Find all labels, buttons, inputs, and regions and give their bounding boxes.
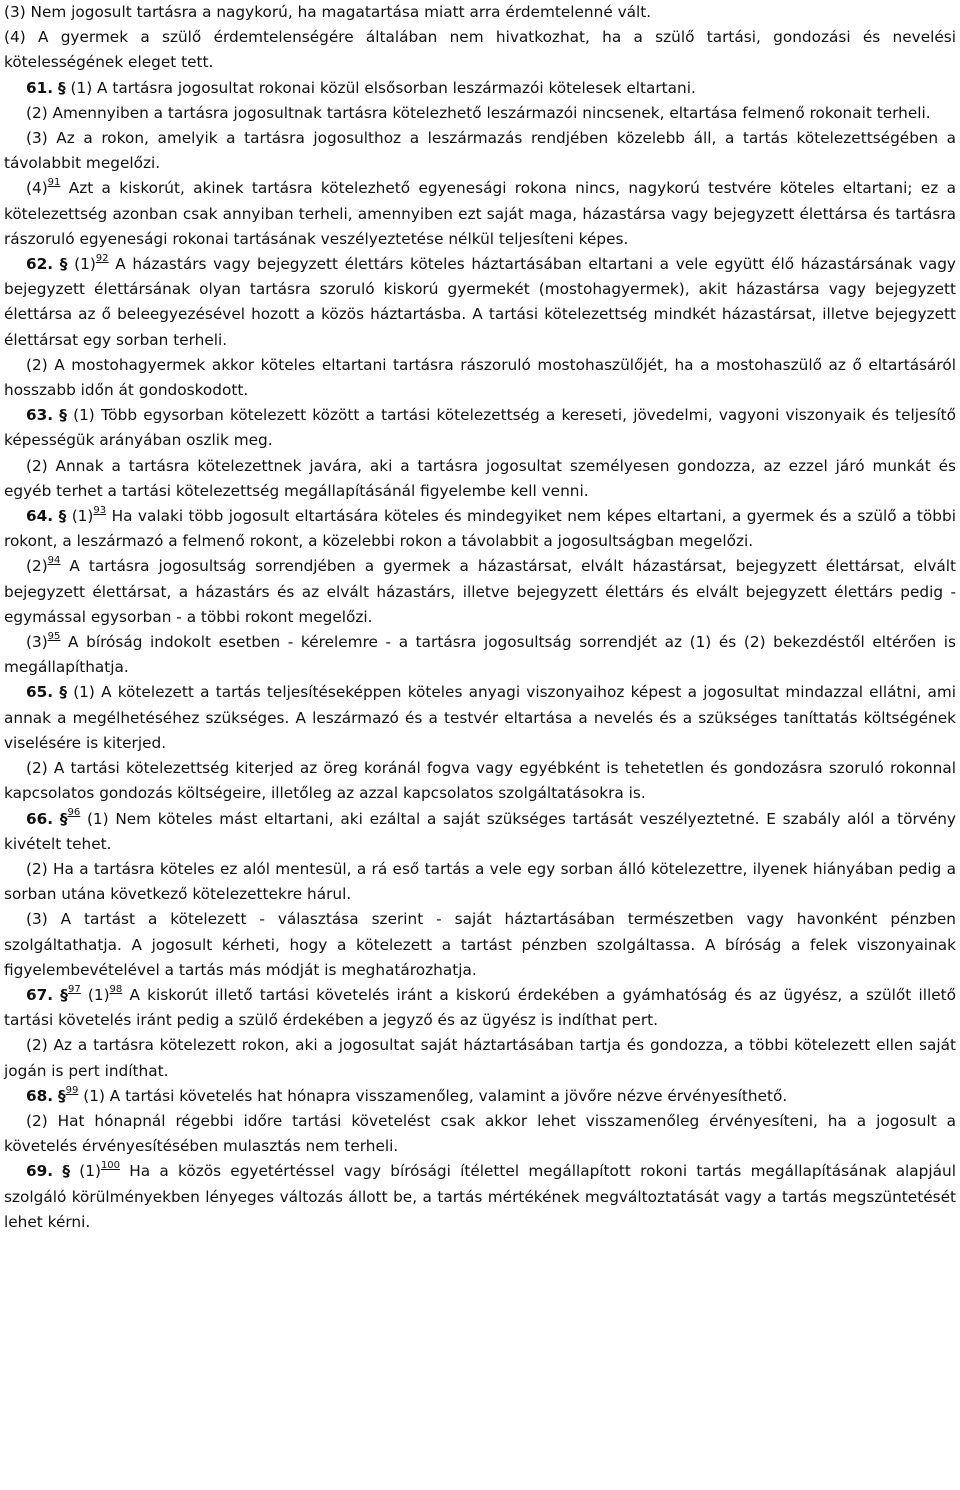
paragraph [4, 0, 956, 25]
section-sign: § [59, 809, 68, 828]
section-paragraph [4, 680, 956, 756]
paragraph-text: Azt a kiskorút, akinek tartásra kötelezhető egyenesági rokona nincs, nagykorú testvére köteles eltartani; ez a kötelezettség azonban csak annyiban terheli, amennyiben ezt saját maga, házastársa vagy bejegyzett élettársa és tartásra rászoruló egyenesági rokonai tartásának veszélyeztetése nélkül teljesíteni képes. [4, 179, 956, 248]
section-paragraph [4, 76, 956, 101]
footnote-ref-container [48, 631, 61, 642]
paragraph-text: (2) Hat hónapnál régebbi időre tartási követelést csak akkor lehet visszamenőleg érvényesíteni, ha a jogosult a követelés érvényesítésében mulasztás nem terheli. [4, 1111, 956, 1156]
section-paragraph [4, 983, 956, 1033]
paragraph-text: (2) A mostohagyermek akkor köteles eltartani tartásra rászoruló mostohaszülőjét, ha a mostohaszülő az ő eltartásáról hosszabb időn át gondoskodott. [4, 355, 956, 400]
section-number: 68. [26, 1086, 54, 1105]
section-sign: § [57, 1086, 66, 1105]
paragraph-text: (1) A kötelezett a tartás teljesítéseképpen köteles anyagi viszonyaihoz képest a jogosultat mindazzal ellátni, ami annak a megélhetéséhez szükséges. A leszármazó és a testvér eltartása a nevelés és a szükséges taníttatás költségének viselésére is kiterjed. [4, 683, 956, 752]
section-sign: § [62, 1162, 71, 1181]
paragraph-text: A tartásra jogosultság sorrendjében a gyermek a házastársat, elvált házastársat, bejegyzett élettársat, elvált bejegyzett élettársat, a házastárs és az elvált házastárs, illetve bejegyzett élettárs és elvált bejegyzett élettárs pedig - egymással egysorban - a többi rokont megelőzi. [4, 557, 956, 626]
paragraph [4, 756, 956, 806]
section-paragraph [4, 807, 956, 857]
section-number: 64. [26, 507, 54, 526]
paragraph-text: (1) Több egysorban kötelezett között a tartási kötelezettség a kereseti, jövedelmi, vagyoni viszonyaik és teljesítő képességük arányában oszlik meg. [4, 406, 956, 450]
paragraph-text: Ha a közös egyetértéssel vagy bírósági ítélettel megállapított rokoni tartás megállapításának alapjául szolgáló körülményekben lényeges változás állott be, a tartás mértékének megváltoztatását vagy a tartás megszüntetését lehet kérni. [4, 1162, 956, 1231]
footnote-ref-container [96, 253, 109, 264]
paragraph [4, 353, 956, 403]
section-sign: § [60, 985, 68, 1004]
paragraph [4, 554, 956, 630]
paragraph [4, 25, 956, 75]
footnote-link[interactable]: 92 [95, 252, 109, 264]
footnote-link[interactable]: 97 [67, 983, 81, 995]
paragraph [4, 907, 956, 983]
footnote-link[interactable]: 100 [100, 1160, 121, 1172]
footnote-link[interactable]: 93 [93, 504, 107, 516]
section-number: 62. [26, 255, 54, 274]
section-sign: § [57, 78, 66, 97]
footnote-link[interactable]: 95 [47, 630, 61, 642]
subsection-number: (1) [79, 1162, 101, 1181]
paragraph [4, 454, 956, 504]
paragraph-text: (2) Annak a tartásra kötelezettnek javára, aki a tartásra jogosultat személyesen gondozza, az ezzel járó munkát és egyéb terhet a tartási kötelezettség megállapításánál figyelembe kell venni. [4, 456, 956, 500]
paragraph-text: (3) Az a rokon, amelyik a tartásra jogosulthoz a leszármazás rendjében közelebb áll, a tartás kötelezettségében a távolabbit megelőzi. [4, 129, 956, 173]
subsection-number: (2) [26, 557, 48, 576]
paragraph-text: Ha valaki több jogosult eltartására köteles és mindegyiket nem képes eltartani, a gyermek és a szülő a többi rokont, a leszármazó a felmenő rokont, a közelebbi rokon a távolabbit a jogosultságban megelőzi. [4, 507, 956, 551]
footnote-link[interactable]: 99 [65, 1084, 79, 1096]
paragraph-text: (2) Amennyiben a tartásra jogosultnak tartásra kötelezhető leszármazói nincsenek, eltartása felmenő rokonait terheli. [26, 103, 931, 122]
paragraph-text: (4) A gyermek a szülő érdemtelenségére általában nem hivatkozhat, ha a szülő tartási, gondozási és nevelési kötelességének eleget tett. [4, 28, 956, 72]
footnote-link[interactable]: 91 [47, 177, 61, 189]
paragraph [4, 176, 956, 252]
paragraph-text: (2) A tartási kötelezettség kiterjed az öreg koránál fogva vagy egyébként is tehetetlen és gondozásra szoruló rokonnal kapcsolatos gondozás költségeire, illetőleg az azzal kapcsolatos szolgáltatásokra is. [4, 759, 956, 803]
subsection-number: (1) [87, 985, 110, 1004]
paragraph [4, 1109, 956, 1159]
section-sign: § [59, 406, 67, 425]
footnote-ref-container [48, 555, 61, 566]
paragraph-text: (1) A tartásra jogosultat rokonai közül elsősorban leszármazói kötelesek eltartani. [70, 78, 696, 97]
section-paragraph [4, 504, 956, 554]
paragraph-text: (2) Ha a tartásra köteles ez alól mentesül, a rá eső tartás a vele egy sorban álló kötelezettre, ilyenek hiányában pedig a sorban utána következő kötelezettekre hárul. [4, 859, 956, 904]
footnote-ref-container [67, 807, 80, 818]
section-number: 69. [26, 1162, 54, 1181]
paragraph [4, 630, 956, 680]
paragraph-text: (3) Nem jogosult tartásra a nagykorú, ha magatartása miatt arra érdemtelenné vált. [4, 3, 652, 21]
section-paragraph [4, 1159, 956, 1235]
section-sign: § [59, 255, 68, 274]
section-number: 63. [26, 406, 54, 425]
footnote-link[interactable]: 94 [47, 555, 61, 567]
footnote-ref-container [101, 1160, 120, 1171]
section-number: 61. [26, 78, 54, 97]
section-number: 66. [26, 809, 54, 828]
subsection-number: (4) [26, 179, 48, 198]
subsection-number: (1) [74, 255, 96, 274]
section-sign: § [58, 507, 67, 526]
section-sign: § [59, 683, 67, 702]
section-number: 67. [26, 985, 54, 1004]
subsection-number: (3) [26, 633, 48, 652]
footnote-ref-container [110, 984, 123, 995]
paragraph-text: A bíróság indokolt esetben - kérelemre - a tartásra jogosultság sorrendjét az (1) és (2) bekezdéstől eltérően is megállapíthatja. [4, 633, 956, 677]
paragraph [4, 1033, 956, 1083]
paragraph-text: (1) A tartási követelés hat hónapra visszamenőleg, valamint a jövőre nézve érvényesíthető. [83, 1086, 788, 1105]
paragraph [4, 126, 956, 176]
footnote-ref-container [93, 505, 106, 516]
footnote-link[interactable]: 96 [67, 807, 81, 819]
paragraph [4, 857, 956, 907]
footnote-link[interactable]: 98 [109, 983, 123, 995]
footnote-ref-container [66, 1085, 79, 1096]
section-paragraph [4, 403, 956, 453]
footnote-ref-container [68, 984, 81, 995]
section-number: 65. [26, 683, 54, 702]
paragraph-text: A kiskorút illető tartási követelés iránt a kiskorú érdekében a gyámhatóság és az ügyész, a szülőt illető tartási követelés iránt pedig a szülő érdekében a jegyző és az ügyész is indíthat pert. [4, 985, 956, 1030]
paragraph-text: (2) Az a tartásra kötelezett rokon, aki a jogosultat saját háztartásában tartja és gondozza, a többi kötelezett ellen saját jogán is pert indíthat. [4, 1036, 956, 1080]
paragraph-text: A házastárs vagy bejegyzett élettárs köteles háztartásában eltartani a vele együtt élő házastársának vagy bejegyzett élettársának olyan tartásra szoruló kiskorú gyermekét (mostohagyermek), akit házastársa vagy bejegyzett élettársa az ő beleegyezésével hozott a közös háztartásba. A tartási kötelezettség mindkét házastársat, illetve bejegyzett élettársat egy sorban terheli. [4, 255, 956, 349]
section-paragraph [4, 1084, 956, 1109]
paragraph [4, 101, 956, 126]
section-paragraph [4, 252, 956, 353]
subsection-number: (1) [71, 507, 94, 526]
paragraph-text: (1) Nem köteles mást eltartani, aki ezáltal a saját szükséges tartását veszélyeztetné. E szabály alól a törvény kivételt tehet. [4, 809, 956, 853]
footnote-ref-container [48, 177, 61, 188]
paragraph-text: (3) A tartást a kötelezett - választása szerint - saját háztartásában természetben vagy havonként pénzben szolgáltathatja. A jogosult kérheti, hogy a kötelezett a tartást pénzben szolgáltassa. A bíróság a felek viszonyainak figyelembevételével a tartás más módját is meghatározhatja. [4, 910, 956, 979]
